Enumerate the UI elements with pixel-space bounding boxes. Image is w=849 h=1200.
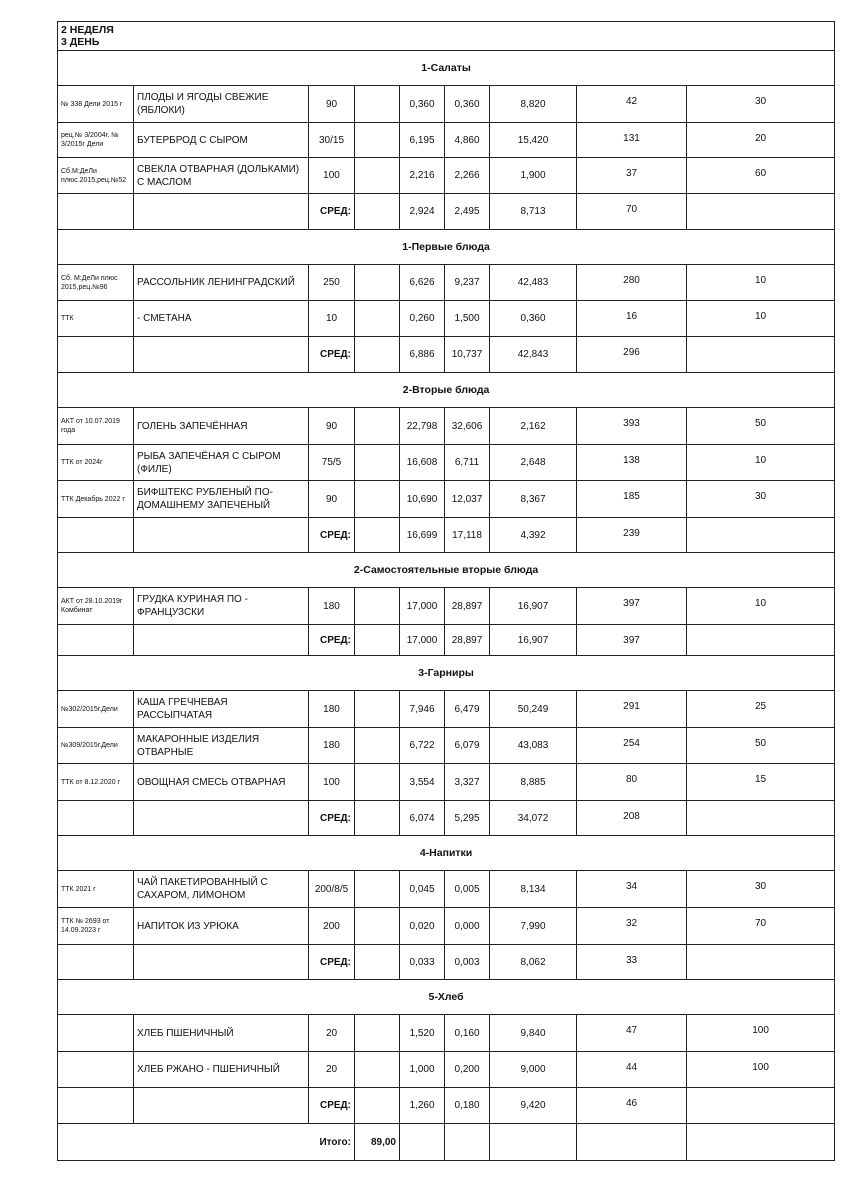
kcal-value: 291 xyxy=(577,691,687,728)
protein-value: 0,045 xyxy=(400,871,445,908)
dish-row xyxy=(58,764,835,801)
carbs-value: 2,162 xyxy=(490,408,577,445)
price-value: 20 xyxy=(687,123,835,158)
price-value: 100 xyxy=(687,1015,835,1052)
kcal-value: 16 xyxy=(577,301,687,337)
fat-value: 0,360 xyxy=(445,86,490,123)
protein-value: 0,360 xyxy=(400,86,445,123)
total-row xyxy=(58,1124,835,1161)
avg-carbs-value: 9,420 xyxy=(490,1088,577,1124)
empty-cell xyxy=(355,871,400,908)
dish-name: СВЕКЛА ОТВАРНАЯ (ДОЛЬКАМИ) С МАСЛОМ xyxy=(134,158,309,194)
price-value: 30 xyxy=(687,86,835,123)
dish-row xyxy=(58,588,835,625)
empty-cell xyxy=(687,1088,835,1124)
section-title: 2-Самостоятельные вторые блюда xyxy=(58,553,835,588)
recipe-code xyxy=(58,1052,134,1088)
portion-value: 180 xyxy=(309,691,355,728)
empty-cell xyxy=(58,194,134,230)
avg-kcal-value: 33 xyxy=(577,945,687,980)
carbs-value: 42,483 xyxy=(490,265,577,301)
empty-cell xyxy=(355,625,400,656)
average-label: СРЕД: xyxy=(309,194,355,230)
empty-cell xyxy=(355,123,400,158)
avg-fat-value: 5,295 xyxy=(445,801,490,836)
empty-cell xyxy=(58,1088,134,1124)
average-label: СРЕД: xyxy=(309,625,355,656)
fat-value: 3,327 xyxy=(445,764,490,801)
portion-value: 90 xyxy=(309,408,355,445)
fat-value: 6,079 xyxy=(445,728,490,764)
empty-cell xyxy=(355,194,400,230)
portion-value: 200 xyxy=(309,908,355,945)
empty-cell xyxy=(355,691,400,728)
avg-fat-value: 0,003 xyxy=(445,945,490,980)
empty-cell xyxy=(687,945,835,980)
empty-cell xyxy=(134,337,309,373)
dish-name: ГОЛЕНЬ ЗАПЕЧЁННАЯ xyxy=(134,408,309,445)
carbs-value: 50,249 xyxy=(490,691,577,728)
empty-cell xyxy=(355,445,400,481)
fat-value: 0,000 xyxy=(445,908,490,945)
empty-cell xyxy=(58,945,134,980)
recipe-code: №302/2015г.Дели xyxy=(58,691,134,728)
empty-cell xyxy=(134,801,309,836)
empty-cell xyxy=(400,1124,445,1161)
empty-cell xyxy=(355,265,400,301)
portion-value: 20 xyxy=(309,1052,355,1088)
section-header-row xyxy=(58,373,835,408)
empty-cell xyxy=(58,518,134,553)
carbs-value: 15,420 xyxy=(490,123,577,158)
dish-row xyxy=(58,1015,835,1052)
portion-value: 180 xyxy=(309,728,355,764)
total-label: Итого: xyxy=(58,1124,355,1161)
kcal-value: 254 xyxy=(577,728,687,764)
dish-name: ГРУДКА КУРИНАЯ ПО - ФРАНЦУЗСКИ xyxy=(134,588,309,625)
avg-carbs-value: 42,843 xyxy=(490,337,577,373)
empty-cell xyxy=(134,1088,309,1124)
empty-cell xyxy=(687,801,835,836)
dish-name: - СМЕТАНА xyxy=(134,301,309,337)
empty-cell xyxy=(355,801,400,836)
section-title: 5-Хлеб xyxy=(58,980,835,1015)
section-header-row xyxy=(58,836,835,871)
dish-name: БИФШТЕКС РУБЛЕНЫЙ ПО-ДОМАШНЕМУ ЗАПЕЧЕНЫЙ xyxy=(134,481,309,518)
section-title: 1-Первые блюда xyxy=(58,230,835,265)
carbs-value: 0,360 xyxy=(490,301,577,337)
empty-cell xyxy=(134,518,309,553)
dish-name: КАША ГРЕЧНЕВАЯ РАССЫПЧАТАЯ xyxy=(134,691,309,728)
dish-row xyxy=(58,86,835,123)
kcal-value: 185 xyxy=(577,481,687,518)
avg-protein-value: 6,074 xyxy=(400,801,445,836)
recipe-code: ТТК xyxy=(58,301,134,337)
fat-value: 32,606 xyxy=(445,408,490,445)
menu-table xyxy=(57,21,835,1161)
avg-protein-value: 2,924 xyxy=(400,194,445,230)
price-value: 10 xyxy=(687,301,835,337)
empty-cell xyxy=(355,481,400,518)
kcal-value: 44 xyxy=(577,1052,687,1088)
dish-name: ОВОЩНАЯ СМЕСЬ ОТВАРНАЯ xyxy=(134,764,309,801)
empty-cell xyxy=(687,1124,835,1161)
portion-value: 200/8/5 xyxy=(309,871,355,908)
dish-row xyxy=(58,408,835,445)
fat-value: 0,200 xyxy=(445,1052,490,1088)
empty-cell xyxy=(134,625,309,656)
protein-value: 22,798 xyxy=(400,408,445,445)
protein-value: 17,000 xyxy=(400,588,445,625)
average-row xyxy=(58,518,835,553)
week-label: 2 НЕДЕЛЯ xyxy=(61,24,114,36)
kcal-value: 32 xyxy=(577,908,687,945)
fat-value: 0,005 xyxy=(445,871,490,908)
kcal-value: 47 xyxy=(577,1015,687,1052)
avg-carbs-value: 34,072 xyxy=(490,801,577,836)
fat-value: 0,160 xyxy=(445,1015,490,1052)
avg-kcal-value: 397 xyxy=(577,625,687,656)
empty-cell xyxy=(687,194,835,230)
dish-name: БУТЕРБРОД С СЫРОМ xyxy=(134,123,309,158)
section-title: 4-Напитки xyxy=(58,836,835,871)
average-row xyxy=(58,625,835,656)
portion-value: 180 xyxy=(309,588,355,625)
price-value: 25 xyxy=(687,691,835,728)
protein-value: 6,195 xyxy=(400,123,445,158)
avg-kcal-value: 46 xyxy=(577,1088,687,1124)
average-label: СРЕД: xyxy=(309,1088,355,1124)
price-value: 100 xyxy=(687,1052,835,1088)
section-title: 3-Гарниры xyxy=(58,656,835,691)
dish-row xyxy=(58,728,835,764)
section-title: 1-Салаты xyxy=(58,51,835,86)
dish-name: МАКАРОННЫЕ ИЗДЕЛИЯ ОТВАРНЫЕ xyxy=(134,728,309,764)
section-title: 2-Вторые блюда xyxy=(58,373,835,408)
avg-carbs-value: 8,062 xyxy=(490,945,577,980)
fat-value: 9,237 xyxy=(445,265,490,301)
fat-value: 6,479 xyxy=(445,691,490,728)
kcal-value: 138 xyxy=(577,445,687,481)
dish-row xyxy=(58,908,835,945)
average-label: СРЕД: xyxy=(309,518,355,553)
average-row xyxy=(58,1088,835,1124)
empty-cell xyxy=(355,408,400,445)
empty-cell xyxy=(355,588,400,625)
avg-protein-value: 6,886 xyxy=(400,337,445,373)
empty-cell xyxy=(355,86,400,123)
portion-value: 10 xyxy=(309,301,355,337)
price-value: 30 xyxy=(687,871,835,908)
kcal-value: 80 xyxy=(577,764,687,801)
empty-cell xyxy=(134,945,309,980)
recipe-code: ТТК от 2024г xyxy=(58,445,134,481)
avg-protein-value: 16,699 xyxy=(400,518,445,553)
dish-name: ЧАЙ ПАКЕТИРОВАННЫЙ С САХАРОМ, ЛИМОНОМ xyxy=(134,871,309,908)
dish-row xyxy=(58,481,835,518)
dish-row xyxy=(58,265,835,301)
avg-carbs-value: 16,907 xyxy=(490,625,577,656)
empty-cell xyxy=(355,908,400,945)
empty-cell xyxy=(58,337,134,373)
fat-value: 4,860 xyxy=(445,123,490,158)
empty-cell xyxy=(687,337,835,373)
carbs-value: 8,885 xyxy=(490,764,577,801)
carbs-value: 43,083 xyxy=(490,728,577,764)
recipe-code: рец.№ 3/2004г. № 3/2015г Дели xyxy=(58,123,134,158)
dish-row xyxy=(58,871,835,908)
price-value: 15 xyxy=(687,764,835,801)
empty-cell xyxy=(355,1015,400,1052)
empty-cell xyxy=(687,518,835,553)
recipe-code: № 338 Дели 2015 г xyxy=(58,86,134,123)
empty-cell xyxy=(687,625,835,656)
protein-value: 0,260 xyxy=(400,301,445,337)
avg-fat-value: 0,180 xyxy=(445,1088,490,1124)
kcal-value: 34 xyxy=(577,871,687,908)
kcal-value: 42 xyxy=(577,86,687,123)
protein-value: 2,216 xyxy=(400,158,445,194)
empty-cell xyxy=(58,801,134,836)
price-value: 10 xyxy=(687,265,835,301)
portion-value: 100 xyxy=(309,158,355,194)
price-value: 70 xyxy=(687,908,835,945)
average-row xyxy=(58,801,835,836)
avg-kcal-value: 296 xyxy=(577,337,687,373)
recipe-code: Сб. М:ДеЛи плюс 2015,рец.№96 xyxy=(58,265,134,301)
protein-value: 6,626 xyxy=(400,265,445,301)
recipe-code: АКТ от 10.07.2019 года xyxy=(58,408,134,445)
protein-value: 1,000 xyxy=(400,1052,445,1088)
section-header-row xyxy=(58,230,835,265)
fat-value: 28,897 xyxy=(445,588,490,625)
average-label: СРЕД: xyxy=(309,945,355,980)
portion-value: 75/5 xyxy=(309,445,355,481)
avg-kcal-value: 208 xyxy=(577,801,687,836)
portion-value: 90 xyxy=(309,481,355,518)
empty-cell xyxy=(445,1124,490,1161)
dish-name: ХЛЕБ РЖАНО - ПШЕНИЧНЫЙ xyxy=(134,1052,309,1088)
header-row xyxy=(58,22,835,51)
dish-name: НАПИТОК ИЗ УРЮКА xyxy=(134,908,309,945)
empty-cell xyxy=(577,1124,687,1161)
dish-row xyxy=(58,1052,835,1088)
avg-protein-value: 0,033 xyxy=(400,945,445,980)
section-header-row xyxy=(58,980,835,1015)
price-value: 10 xyxy=(687,588,835,625)
avg-kcal-value: 239 xyxy=(577,518,687,553)
protein-value: 6,722 xyxy=(400,728,445,764)
carbs-value: 8,367 xyxy=(490,481,577,518)
price-value: 60 xyxy=(687,158,835,194)
dish-row xyxy=(58,301,835,337)
average-row xyxy=(58,945,835,980)
recipe-code: ТТК 2021 г xyxy=(58,871,134,908)
day-label: 3 ДЕНЬ xyxy=(61,36,100,48)
fat-value: 6,711 xyxy=(445,445,490,481)
carbs-value: 9,000 xyxy=(490,1052,577,1088)
recipe-code xyxy=(58,1015,134,1052)
average-row xyxy=(58,337,835,373)
average-label: СРЕД: xyxy=(309,801,355,836)
carbs-value: 7,990 xyxy=(490,908,577,945)
portion-value: 90 xyxy=(309,86,355,123)
total-value: 89,00 xyxy=(355,1124,400,1161)
dish-name: РЫБА ЗАПЕЧЁНАЯ С СЫРОМ (ФИЛЕ) xyxy=(134,445,309,481)
portion-value: 250 xyxy=(309,265,355,301)
carbs-value: 8,820 xyxy=(490,86,577,123)
dish-row xyxy=(58,123,835,158)
protein-value: 10,690 xyxy=(400,481,445,518)
empty-cell xyxy=(58,625,134,656)
header-cell xyxy=(58,22,835,51)
avg-fat-value: 10,737 xyxy=(445,337,490,373)
dish-row xyxy=(58,691,835,728)
protein-value: 0,020 xyxy=(400,908,445,945)
menu-sheet xyxy=(57,21,834,1161)
recipe-code: №309/2015г.Дели xyxy=(58,728,134,764)
avg-kcal-value: 70 xyxy=(577,194,687,230)
empty-cell xyxy=(355,337,400,373)
empty-cell xyxy=(355,301,400,337)
fat-value: 1,500 xyxy=(445,301,490,337)
carbs-value: 16,907 xyxy=(490,588,577,625)
section-header-row xyxy=(58,51,835,86)
dish-row xyxy=(58,158,835,194)
recipe-code: ТТК № 2693 от 14.09.2023 г xyxy=(58,908,134,945)
empty-cell xyxy=(355,945,400,980)
protein-value: 1,520 xyxy=(400,1015,445,1052)
price-value: 10 xyxy=(687,445,835,481)
avg-carbs-value: 8,713 xyxy=(490,194,577,230)
empty-cell xyxy=(355,1088,400,1124)
kcal-value: 37 xyxy=(577,158,687,194)
kcal-value: 397 xyxy=(577,588,687,625)
price-value: 50 xyxy=(687,408,835,445)
empty-cell xyxy=(355,764,400,801)
fat-value: 12,037 xyxy=(445,481,490,518)
fat-value: 2,266 xyxy=(445,158,490,194)
dish-name: РАССОЛЬНИК ЛЕНИНГРАДСКИЙ xyxy=(134,265,309,301)
dish-name: ПЛОДЫ И ЯГОДЫ СВЕЖИЕ (ЯБЛОКИ) xyxy=(134,86,309,123)
dish-name: ХЛЕБ ПШЕНИЧНЫЙ xyxy=(134,1015,309,1052)
avg-fat-value: 28,897 xyxy=(445,625,490,656)
avg-carbs-value: 4,392 xyxy=(490,518,577,553)
empty-cell xyxy=(355,158,400,194)
protein-value: 16,608 xyxy=(400,445,445,481)
carbs-value: 8,134 xyxy=(490,871,577,908)
avg-protein-value: 1,260 xyxy=(400,1088,445,1124)
kcal-value: 131 xyxy=(577,123,687,158)
portion-value: 100 xyxy=(309,764,355,801)
kcal-value: 393 xyxy=(577,408,687,445)
price-value: 30 xyxy=(687,481,835,518)
avg-protein-value: 17,000 xyxy=(400,625,445,656)
recipe-code: Сб.М:ДеЛи плюс.2015,рец.№52 xyxy=(58,158,134,194)
carbs-value: 2,648 xyxy=(490,445,577,481)
avg-fat-value: 2,495 xyxy=(445,194,490,230)
price-value: 50 xyxy=(687,728,835,764)
empty-cell xyxy=(355,1052,400,1088)
empty-cell xyxy=(355,518,400,553)
average-label: СРЕД: xyxy=(309,337,355,373)
carbs-value: 9,840 xyxy=(490,1015,577,1052)
empty-cell xyxy=(355,728,400,764)
portion-value: 30/15 xyxy=(309,123,355,158)
average-row xyxy=(58,194,835,230)
recipe-code: АКТ от 28.10.2019г Комбинат xyxy=(58,588,134,625)
carbs-value: 1,900 xyxy=(490,158,577,194)
protein-value: 3,554 xyxy=(400,764,445,801)
empty-cell xyxy=(134,194,309,230)
recipe-code: ТТК Декабрь 2022 г xyxy=(58,481,134,518)
recipe-code: ТТК от 8.12.2020 г xyxy=(58,764,134,801)
kcal-value: 280 xyxy=(577,265,687,301)
empty-cell xyxy=(490,1124,577,1161)
portion-value: 20 xyxy=(309,1015,355,1052)
section-header-row xyxy=(58,553,835,588)
avg-fat-value: 17,118 xyxy=(445,518,490,553)
protein-value: 7,946 xyxy=(400,691,445,728)
section-header-row xyxy=(58,656,835,691)
dish-row xyxy=(58,445,835,481)
